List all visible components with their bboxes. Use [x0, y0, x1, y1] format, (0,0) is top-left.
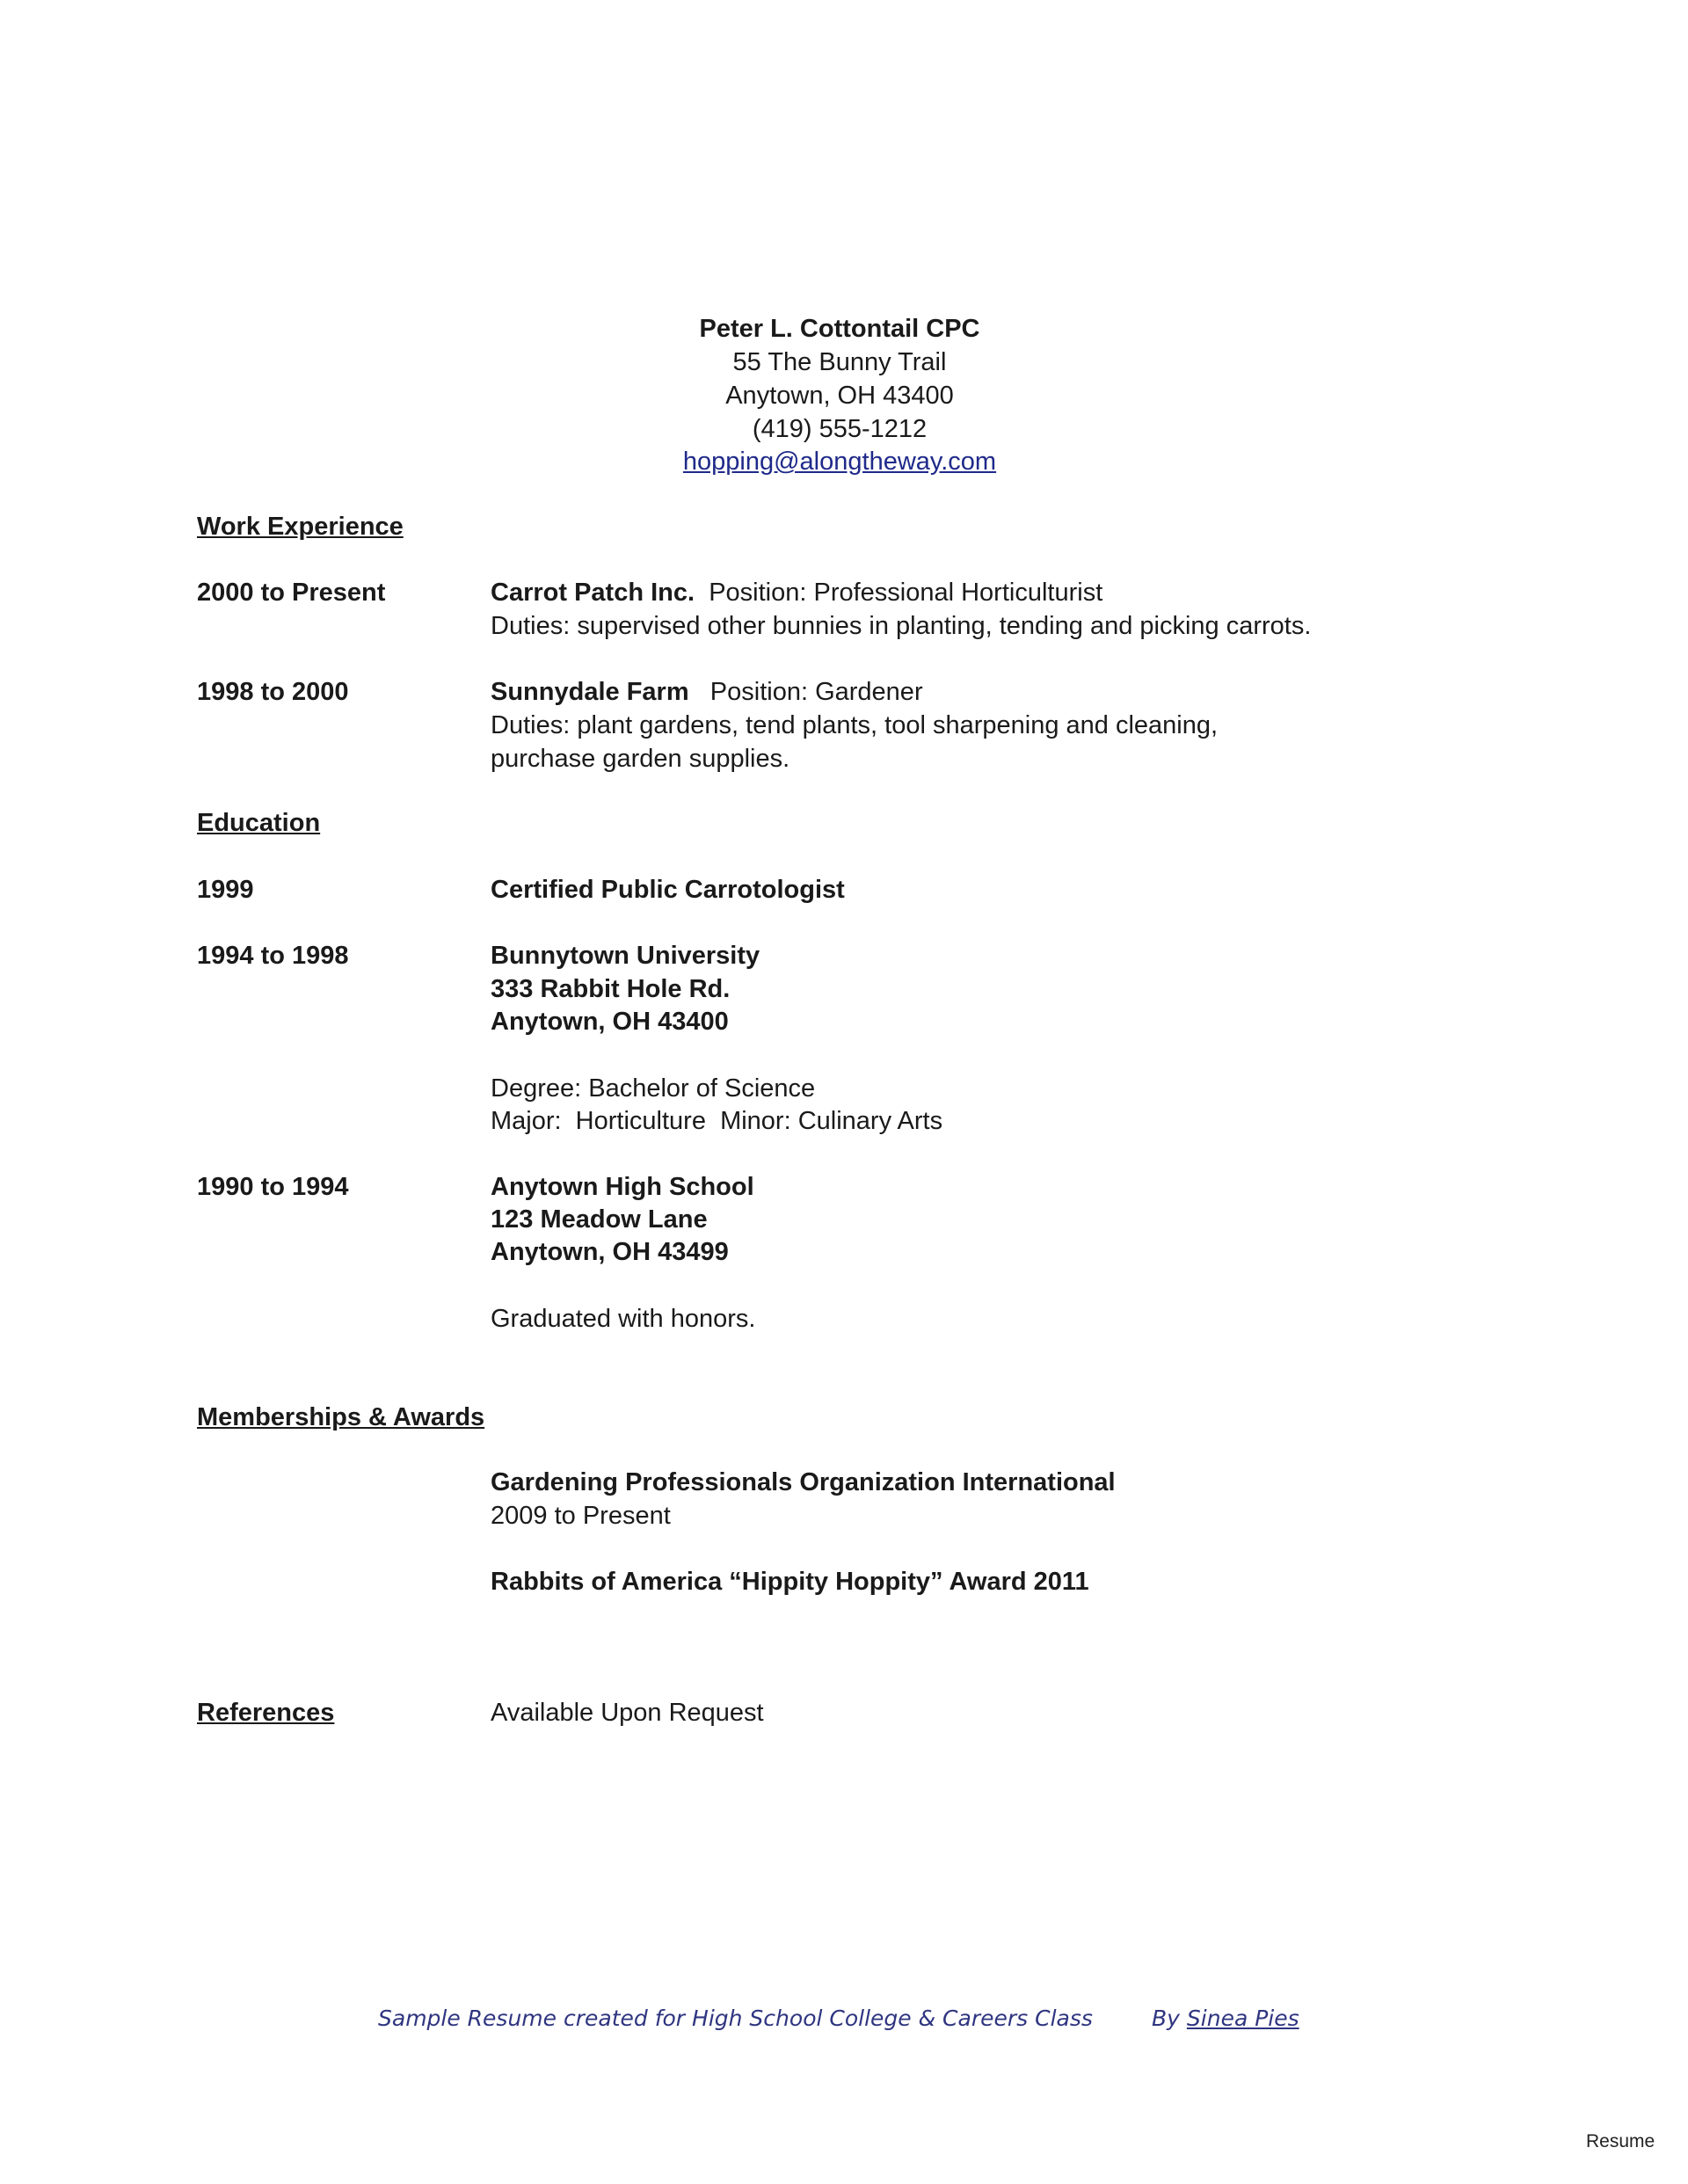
award-title: Rabbits of America “Hippity Hoppity” Award 2011 [491, 1568, 1089, 1596]
street-address: 55 The Bunny Trail [732, 348, 947, 376]
education-dates: 1990 to 1994 [197, 1173, 349, 1201]
footer-note: Sample Resume created for High School College & Careers Class [378, 2006, 1093, 2031]
phone-number: (419) 555-1212 [752, 415, 928, 443]
email-link[interactable]: hopping@alongtheway.com [682, 448, 997, 476]
school-name: Anytown High School [491, 1173, 754, 1201]
school-city: Anytown, OH 43499 [491, 1238, 729, 1266]
work-duties: Duties: plant gardens, tend plants, tool sharpening and cleaning, [491, 711, 1219, 739]
section-heading-work: Work Experience [197, 513, 404, 541]
education-dates: 1999 [197, 876, 254, 904]
footer-by: By [1152, 2006, 1180, 2031]
section-heading-references: References [197, 1699, 335, 1727]
school-city: Anytown, OH 43400 [491, 1008, 729, 1036]
author-link[interactable]: Sinea Pies [1186, 2006, 1299, 2031]
school-address: 123 Meadow Lane [491, 1205, 708, 1234]
degree: Degree: Bachelor of Science [491, 1074, 816, 1103]
honors: Graduated with honors. [491, 1305, 756, 1333]
employer: Sunnydale Farm [491, 678, 689, 706]
school-address: 333 Rabbit Hole Rd. [491, 975, 731, 1003]
footer-credit [1152, 2006, 1299, 2031]
work-entry-title [491, 576, 1102, 609]
employer: Carrot Patch Inc. [491, 579, 695, 607]
references-value: Available Upon Request [491, 1699, 764, 1727]
education-title: Certified Public Carrotologist [491, 876, 845, 904]
section-heading-education: Education [197, 809, 321, 837]
work-duties: purchase garden supplies. [491, 745, 790, 773]
major-minor: Major: Horticulture Minor: Culinary Arts [491, 1107, 943, 1135]
membership-title: Gardening Professionals Organization International [491, 1468, 1116, 1496]
membership-dates: 2009 to Present [491, 1502, 671, 1530]
work-entry-title [491, 675, 923, 709]
work-duties: Duties: supervised other bunnies in planting, tending and picking carrots. [491, 612, 1312, 640]
education-dates: 1994 to 1998 [197, 942, 349, 970]
candidate-name: Peter L. Cottontail CPC [699, 315, 980, 343]
school-name: Bunnytown University [491, 942, 760, 970]
corner-label: Resume [1586, 2131, 1655, 2151]
work-dates: 2000 to Present [197, 579, 386, 607]
section-heading-memberships: Memberships & Awards [197, 1403, 485, 1431]
city-state-zip: Anytown, OH 43400 [725, 382, 954, 410]
work-dates: 1998 to 2000 [197, 678, 349, 706]
position: Position: Gardener [709, 678, 923, 706]
position: Position: Professional Horticulturist [709, 579, 1103, 607]
